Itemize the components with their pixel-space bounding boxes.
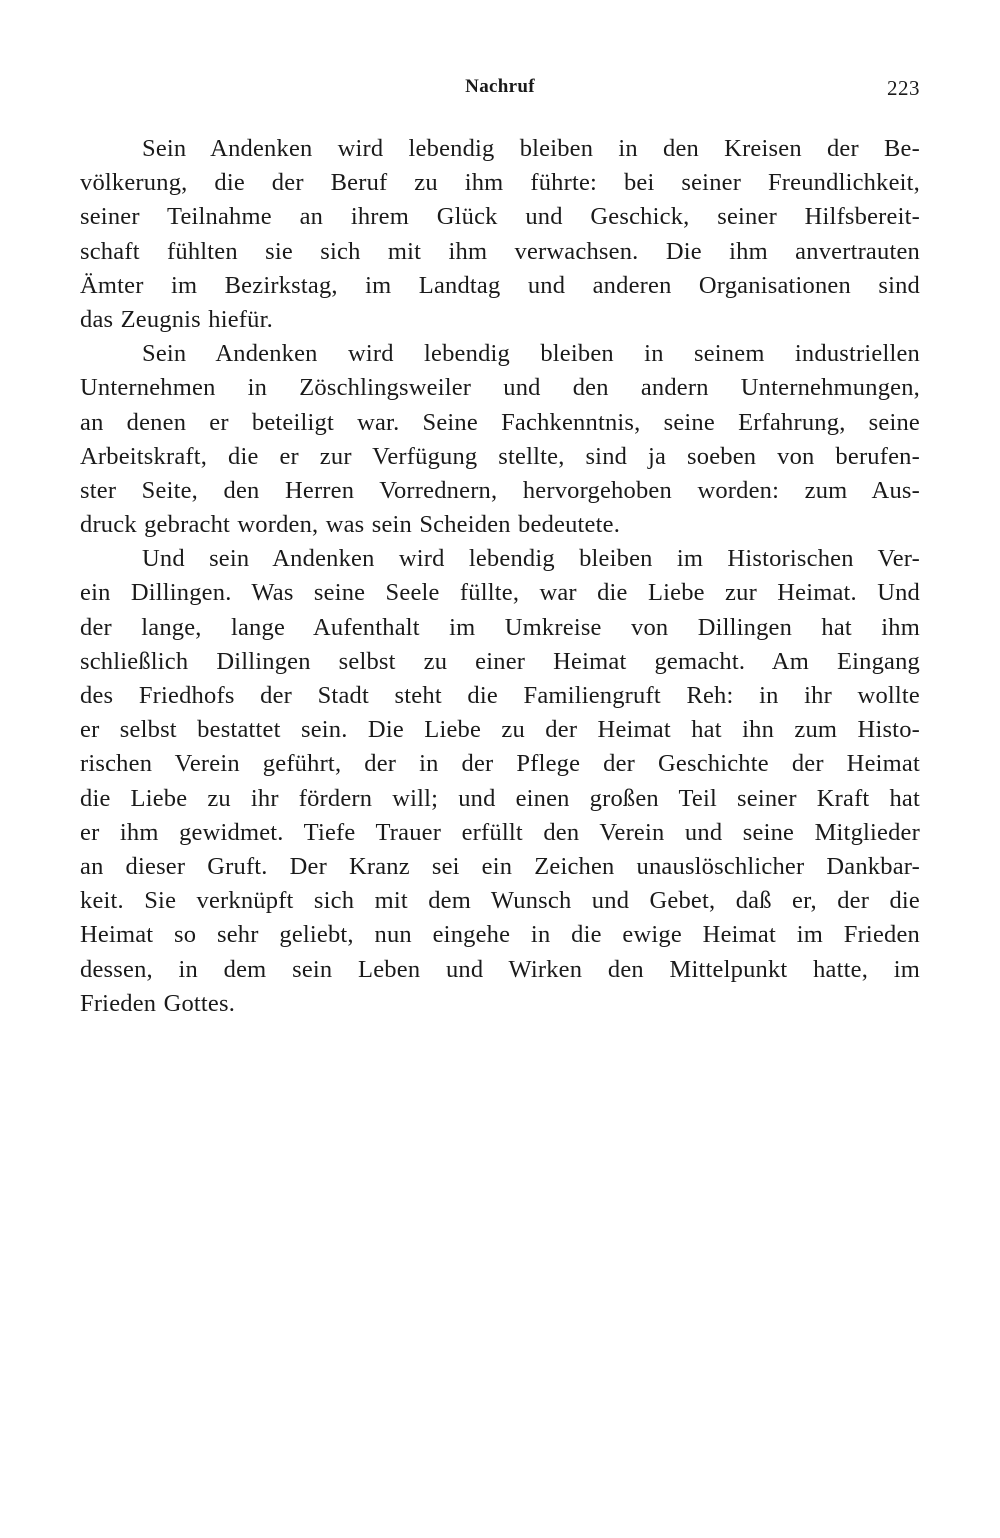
text-line: der lange, lange Aufenthalt im Umkreise von Dillingen hat ihm xyxy=(80,613,920,641)
text-line: Sein Andenken wird lebendig bleiben in seinem industriellen xyxy=(142,340,920,368)
text-line: die Liebe zu ihr fördern will; und einen großen Teil seiner Kraft hat xyxy=(80,784,920,812)
text-line: ster Seite, den Herren Vorrednern, hervorgehoben worden: zum Aus- xyxy=(80,476,920,504)
text-line: schließlich Dillingen selbst zu einer Heimat gemacht. Am Eingang xyxy=(80,647,920,675)
text-line: Und sein Andenken wird lebendig bleiben im Historischen Ver- xyxy=(142,545,920,573)
paragraph-3 xyxy=(80,542,920,1021)
text-line: keit. Sie verknüpft sich mit dem Wunsch und Gebet, daß er, der die xyxy=(80,887,920,915)
text-line: an dieser Gruft. Der Kranz sei ein Zeichen unauslöschlicher Dankbar- xyxy=(80,852,920,880)
page-number: 223 xyxy=(887,76,920,100)
paragraph-1 xyxy=(80,132,920,337)
text-line: völkerung, die der Beruf zu ihm führte: bei seiner Freundlichkeit, xyxy=(80,169,920,197)
text-line: er selbst bestattet sein. Die Liebe zu der Heimat hat ihn zum Histo- xyxy=(80,716,920,744)
text-line: Ämter im Bezirkstag, im Landtag und anderen Organisationen sind xyxy=(80,271,920,299)
text-line: das Zeugnis hiefür. xyxy=(80,305,273,333)
text-line: druck gebracht worden, was sein Scheiden bedeutete. xyxy=(80,511,621,539)
text-line: an denen er beteiligt war. Seine Fachkenntnis, seine Erfahrung, seine xyxy=(80,408,920,436)
text-line: Arbeitskraft, die er zur Verfügung stellte, sind ja soeben von berufen- xyxy=(80,442,920,470)
text-line: rischen Verein geführt, der in der Pflege der Geschichte der Heimat xyxy=(80,750,920,778)
running-title: Nachruf xyxy=(465,76,535,97)
text-line: des Friedhofs der Stadt steht die Familiengruft Reh: in ihr wollte xyxy=(80,682,920,709)
text-line: schaft fühlten sie sich mit ihm verwachsen. Die ihm anvertrauten xyxy=(80,237,920,265)
running-head xyxy=(80,76,920,102)
paragraph-2 xyxy=(80,337,920,542)
text-line: Heimat so sehr geliebt, nun eingehe in die ewige Heimat im Frieden xyxy=(80,921,920,949)
text-line: er ihm gewidmet. Tiefe Trauer erfüllt den Verein und seine Mitglieder xyxy=(80,818,920,846)
text-line: Unternehmen in Zöschlingsweiler und den andern Unternehmungen, xyxy=(80,374,920,402)
text-line: seiner Teilnahme an ihrem Glück und Geschick, seiner Hilfsbereit- xyxy=(80,203,920,231)
text-line: ein Dillingen. Was seine Seele füllte, war die Liebe zur Heimat. Und xyxy=(80,579,920,607)
body-text xyxy=(80,132,920,1021)
text-line: Frieden Gottes. xyxy=(80,989,236,1017)
text-line: Sein Andenken wird lebendig bleiben in den Kreisen der Be- xyxy=(142,135,920,162)
text-line: dessen, in dem sein Leben und Wirken den Mittelpunkt hatte, im xyxy=(80,955,920,983)
